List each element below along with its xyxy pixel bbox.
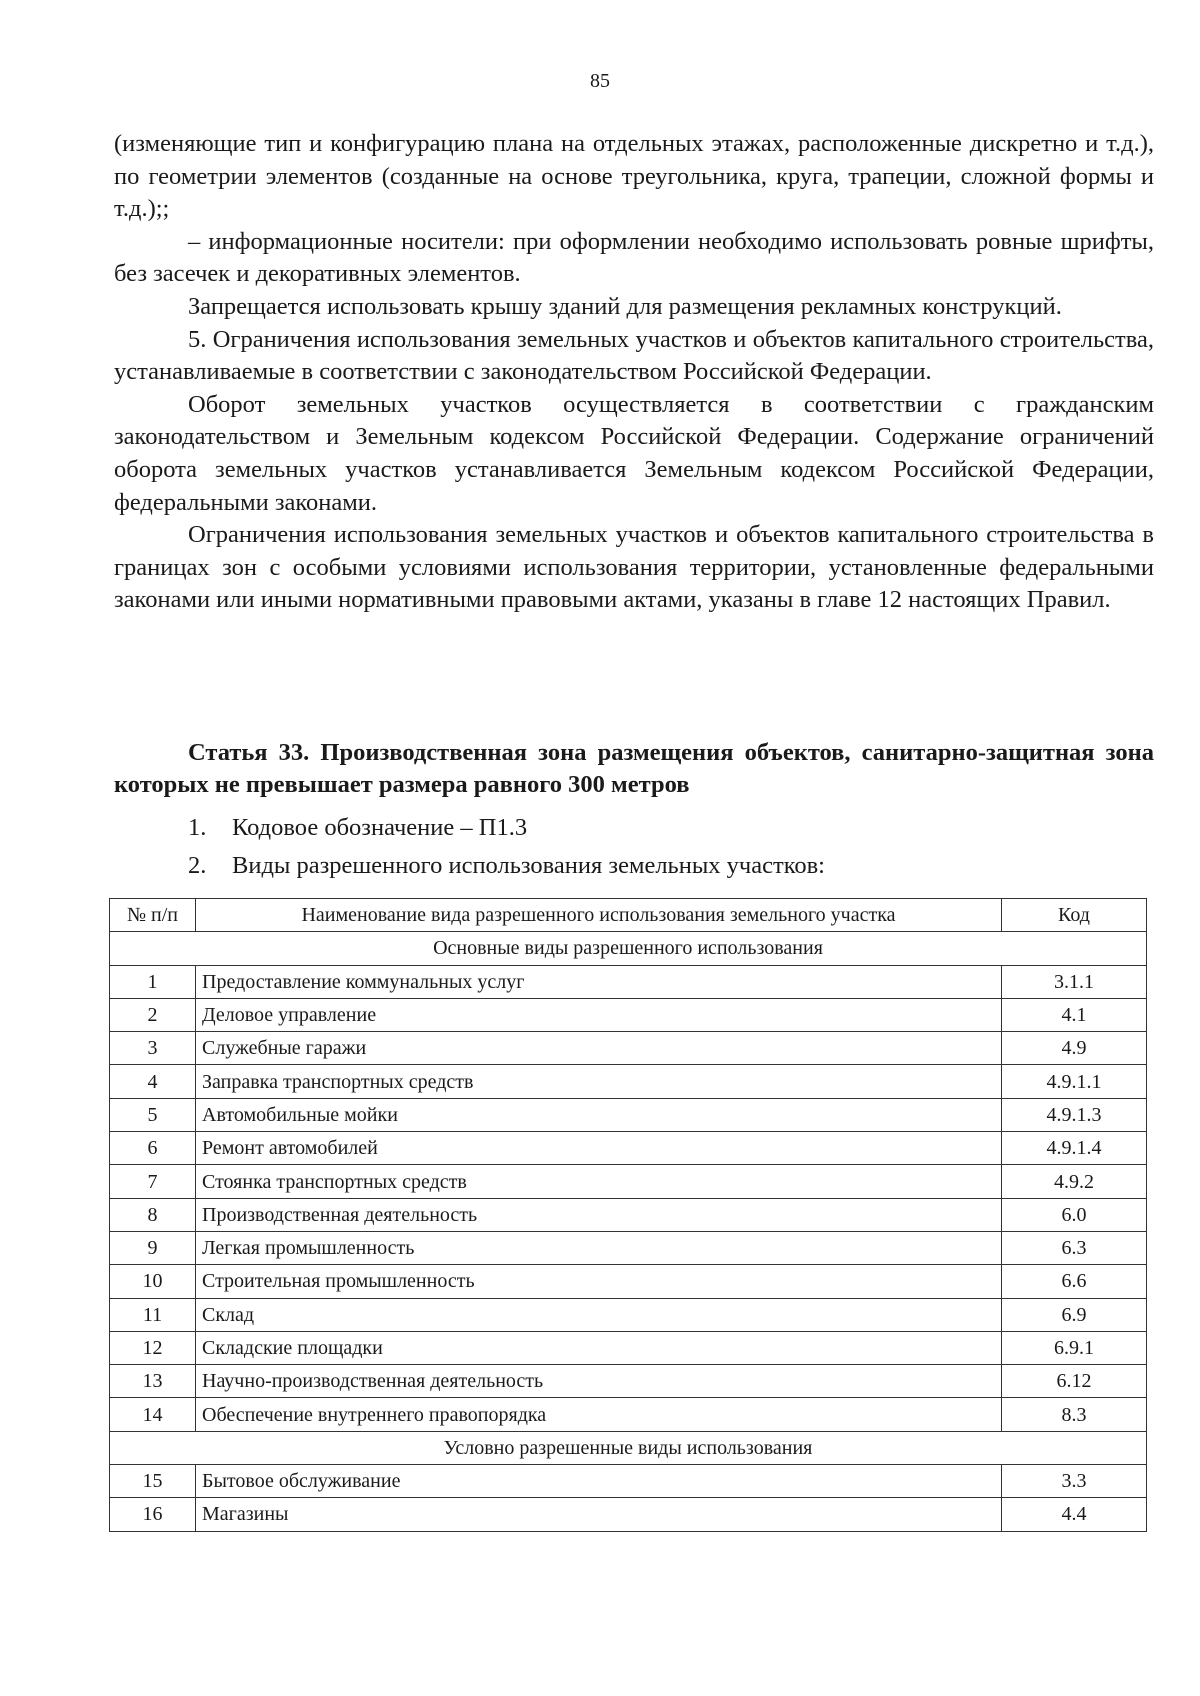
table-row: [110, 1498, 1147, 1531]
row-number: 11: [110, 1298, 196, 1331]
header-num: № п/п: [110, 899, 196, 932]
use-name: Предоставление коммунальных услуг: [196, 965, 1002, 998]
use-name: Строительная промышленность: [196, 1265, 1002, 1298]
row-number: 14: [110, 1398, 196, 1431]
row-number: 9: [110, 1231, 196, 1264]
use-name: Стоянка транспортных средств: [196, 1165, 1002, 1198]
table-row: [110, 1032, 1147, 1065]
table-row: [110, 1298, 1147, 1331]
use-name: Деловое управление: [196, 998, 1002, 1031]
paragraph: (изменяющие тип и конфигурацию плана на отдельных этажах, расположенные дискретно и т.д.), по геометрии элементов (созданные на основе треугольника, круга, трапеции, сложной формы и т.д.);;: [114, 130, 1154, 223]
header-code: Код: [1002, 899, 1147, 932]
row-number: 8: [110, 1198, 196, 1231]
list-item-text: Кодовое обозначение – П1.3: [232, 814, 528, 841]
table-row: [110, 1098, 1147, 1131]
use-code: 4.9.2: [1002, 1165, 1147, 1198]
article-heading: Статья 33. Производственная зона размещения объектов, санитарно-защитная зона которых не превышает размера равного 300 метров: [114, 739, 1154, 798]
use-code: 4.4: [1002, 1498, 1147, 1531]
paragraph: – информационные носители: при оформлении необходимо использовать ровные шрифты, без засечек и декоративных элементов.: [114, 227, 1154, 288]
row-number: 4: [110, 1065, 196, 1098]
table-row: [110, 965, 1147, 998]
table-row: [110, 1231, 1147, 1264]
use-name: Склад: [196, 1298, 1002, 1331]
table-row: [110, 1365, 1147, 1398]
use-code: 3.3: [1002, 1465, 1147, 1498]
use-code: 6.0: [1002, 1198, 1147, 1231]
use-name: Научно-производственная деятельность: [196, 1365, 1002, 1398]
paragraph: Ограничения использования земельных участков и объектов капитального строительства в границах зон с особыми условиями использования территории, установленные федеральными законами или иными нормативными правовыми актами, указаны в главе 12 настоящих Правил.: [114, 521, 1154, 614]
use-code: 8.3: [1002, 1398, 1147, 1431]
paragraph: Оборот земельных участков осуществляется в соответствии с гражданским законодательством и Земельным кодексом Российской Федерации. Содержание ограничений оборота земельных участков устанавливается Земельным кодексом Российской Федерации, федеральными законами.: [114, 390, 1154, 516]
paragraph: 5. Ограничения использования земельных участков и объектов капитального строительства, устанавливаемые в соответствии с законодательством Российской Федерации.: [114, 325, 1154, 386]
use-name: Ремонт автомобилей: [196, 1132, 1002, 1165]
table-row: [110, 1065, 1147, 1098]
use-code: 6.12: [1002, 1365, 1147, 1398]
use-name: Складские площадки: [196, 1331, 1002, 1364]
row-number: 15: [110, 1465, 196, 1498]
table-header-row: [110, 899, 1147, 932]
permitted-uses-table: [109, 898, 1147, 1532]
table-row: [110, 998, 1147, 1031]
list-item: [188, 809, 825, 847]
use-code: 6.6: [1002, 1265, 1147, 1298]
row-number: 13: [110, 1365, 196, 1398]
use-name: Обеспечение внутреннего правопорядка: [196, 1398, 1002, 1431]
use-code: 6.9: [1002, 1298, 1147, 1331]
use-name: Автомобильные мойки: [196, 1098, 1002, 1131]
header-name: Наименование вида разрешенного использования земельного участка: [196, 899, 1002, 932]
table-row: [110, 1465, 1147, 1498]
list-item-text: Виды разрешенного использования земельных участков:: [232, 852, 825, 879]
table-row: [110, 1398, 1147, 1431]
use-code: 6.3: [1002, 1231, 1147, 1264]
body-text: [114, 128, 1154, 617]
section-title: Основные виды разрешенного использования: [110, 932, 1147, 965]
row-number: 1: [110, 965, 196, 998]
use-name: Производственная деятельность: [196, 1198, 1002, 1231]
use-name: Заправка транспортных средств: [196, 1065, 1002, 1098]
numbered-list: [188, 809, 825, 885]
table-row: [110, 1132, 1147, 1165]
row-number: 7: [110, 1165, 196, 1198]
table-row: [110, 1331, 1147, 1364]
row-number: 5: [110, 1098, 196, 1131]
row-number: 2: [110, 998, 196, 1031]
use-code: 4.1: [1002, 998, 1147, 1031]
use-code: 4.9.1.1: [1002, 1065, 1147, 1098]
row-number: 3: [110, 1032, 196, 1065]
use-name: Служебные гаражи: [196, 1032, 1002, 1065]
row-number: 10: [110, 1265, 196, 1298]
use-name: Бытовое обслуживание: [196, 1465, 1002, 1498]
use-name: Легкая промышленность: [196, 1231, 1002, 1264]
list-item: [188, 847, 825, 885]
table-row: [110, 1265, 1147, 1298]
use-code: 4.9.1.4: [1002, 1132, 1147, 1165]
row-number: 16: [110, 1498, 196, 1531]
use-code: 6.9.1: [1002, 1331, 1147, 1364]
row-number: 6: [110, 1132, 196, 1165]
table-row: [110, 1165, 1147, 1198]
list-item-number: 1.: [188, 814, 207, 841]
use-code: 4.9.1.3: [1002, 1098, 1147, 1131]
use-code: 3.1.1: [1002, 965, 1147, 998]
list-item-number: 2.: [188, 852, 207, 879]
table-section-row: [110, 932, 1147, 965]
row-number: 12: [110, 1331, 196, 1364]
paragraph: Запрещается использовать крышу зданий для размещения рекламных конструкций.: [188, 292, 1062, 320]
section-title: Условно разрешенные виды использования: [110, 1431, 1147, 1464]
table-row: [110, 1198, 1147, 1231]
use-code: 4.9: [1002, 1032, 1147, 1065]
table-section-row: [110, 1431, 1147, 1464]
page-number: 85: [590, 70, 610, 92]
use-name: Магазины: [196, 1498, 1002, 1531]
